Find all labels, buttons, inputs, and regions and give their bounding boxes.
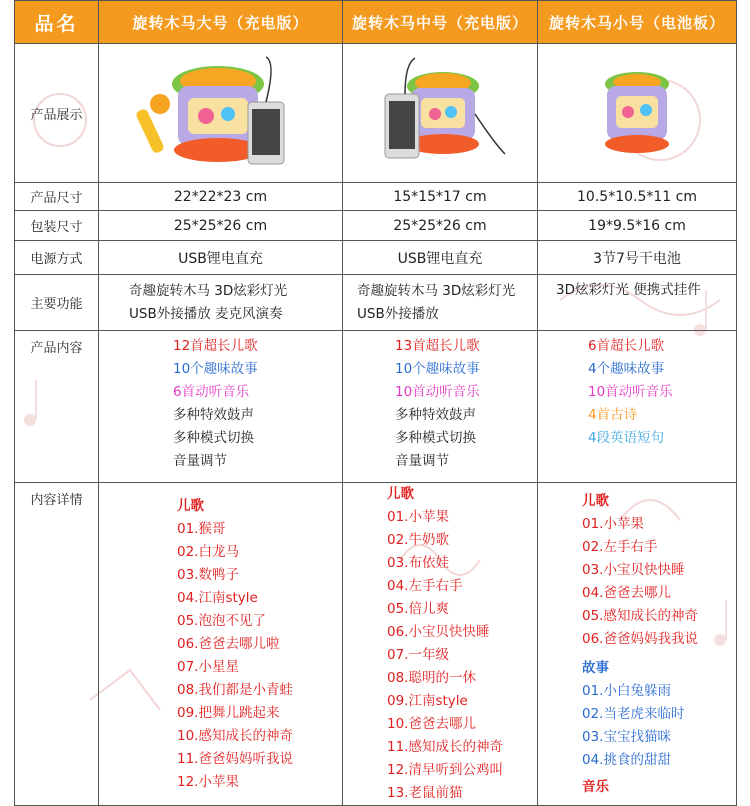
list-item: 03.布依娃	[387, 555, 449, 571]
songs-heading: 儿歌	[387, 486, 414, 502]
content-item: 4首古诗	[588, 407, 638, 423]
row-product-display	[15, 44, 737, 183]
header-large-model: 旋转木马大号（充电版）	[99, 1, 343, 44]
content-item: 12首超长儿歌	[173, 338, 258, 354]
list-item: 04.爸爸去哪儿	[582, 584, 671, 601]
list-item: 05.倍儿爽	[387, 601, 449, 617]
list-item: 01.小白兔躲雨	[582, 682, 671, 699]
carousel-drum-microphone-phone-image	[136, 54, 306, 172]
list-item: 03.宝宝找猫咪	[582, 728, 671, 745]
contents-medium	[343, 331, 538, 483]
list-item: 09.把舞儿跳起来	[177, 704, 280, 721]
size-medium: 15*15*17 cm	[343, 183, 538, 211]
package-medium: 25*25*26 cm	[343, 211, 538, 241]
image-large-model	[99, 44, 343, 183]
list-item: 12.清早听到公鸡叫	[387, 762, 503, 778]
image-medium-model	[343, 44, 538, 183]
image-small-model	[538, 44, 737, 183]
size-large: 22*22*23 cm	[99, 183, 343, 211]
label-product-size: 产品尺寸	[15, 183, 99, 211]
package-small: 19*9.5*16 cm	[538, 211, 737, 241]
size-small: 10.5*10.5*11 cm	[538, 183, 737, 211]
content-item: 10首动听音乐	[588, 384, 673, 400]
label-functions: 主要功能	[15, 275, 99, 331]
songs-heading: 儿歌	[582, 492, 609, 509]
label-power: 电源方式	[15, 241, 99, 275]
list-item: 10.爸爸去哪儿	[387, 716, 476, 732]
contents-small	[538, 331, 737, 483]
list-item: 12.小苹果	[177, 773, 239, 790]
list-item: 02.白龙马	[177, 543, 239, 560]
row-details	[15, 483, 737, 806]
product-comparison-table	[14, 0, 737, 806]
list-item: 08.我们都是小青蛙	[177, 681, 293, 698]
carousel-drum-phone-image	[365, 54, 515, 172]
list-item: 09.江南style	[387, 693, 468, 709]
content-item: 10个趣味故事	[173, 361, 258, 377]
label-contents: 产品内容	[15, 331, 99, 483]
list-item: 03.小宝贝快快睡	[582, 561, 685, 578]
functions-small	[538, 275, 737, 331]
list-item: 13.老鼠前猫	[387, 785, 463, 801]
list-item: 07.小星星	[177, 658, 239, 675]
content-item: 10首动听音乐	[395, 384, 480, 400]
content-item: 13首超长儿歌	[395, 338, 480, 354]
content-item: 多种特效鼓声	[395, 407, 476, 423]
function-line: 3D炫彩灯光 便携式挂件	[556, 282, 701, 298]
list-item: 01.小苹果	[582, 515, 644, 532]
list-item: 01.小苹果	[387, 509, 449, 525]
content-item: 6首动听音乐	[173, 384, 250, 400]
list-item: 06.爸爸妈妈我我说	[582, 630, 698, 647]
list-item: 04.江南style	[177, 589, 258, 606]
list-item: 05.感知成长的神奇	[582, 607, 698, 624]
content-item: 多种特效鼓声	[173, 407, 254, 423]
list-item: 07.一年级	[387, 647, 449, 663]
label-package-size: 包装尺寸	[15, 211, 99, 241]
contents-large	[99, 331, 343, 483]
label-details: 内容详情	[15, 483, 99, 806]
function-line: USB外接播放 麦克风演奏	[129, 305, 283, 322]
content-item: 多种模式切换	[395, 430, 476, 446]
row-functions	[15, 275, 737, 331]
power-large: USB锂电直充	[99, 241, 343, 275]
list-item: 10.感知成长的神奇	[177, 727, 293, 744]
content-item: 音量调节	[173, 453, 227, 469]
header-product-name: 品名	[15, 1, 99, 44]
list-item: 02.左手右手	[582, 538, 658, 555]
list-item: 06.爸爸去哪儿啦	[177, 635, 280, 652]
list-item: 04.左手右手	[387, 578, 463, 594]
row-package-size	[15, 211, 737, 241]
content-item: 多种模式切换	[173, 430, 254, 446]
content-item: 音量调节	[395, 453, 449, 469]
content-item: 10个趣味故事	[395, 361, 480, 377]
functions-medium	[343, 275, 538, 331]
list-item: 11.感知成长的神奇	[387, 739, 503, 755]
functions-large	[99, 275, 343, 331]
label-product-display: 产品展示	[15, 44, 99, 183]
list-item: 01.猴哥	[177, 520, 226, 537]
content-item: 6首超长儿歌	[588, 338, 665, 354]
list-item: 02.牛奶歌	[387, 532, 449, 548]
power-small: 3节7号干电池	[538, 241, 737, 275]
function-line: 奇趣旋转木马 3D炫彩灯光	[129, 282, 288, 299]
details-large	[99, 483, 343, 806]
content-item: 4段英语短句	[588, 430, 665, 446]
songs-heading: 儿歌	[177, 497, 204, 514]
details-medium	[343, 483, 538, 806]
list-item: 03.数鸭子	[177, 566, 239, 583]
list-item: 04.挑食的甜甜	[582, 751, 671, 768]
carousel-drum-small-image	[582, 54, 692, 172]
content-item: 4个趣味故事	[588, 361, 665, 377]
function-line: 奇趣旋转木马 3D炫彩灯光	[357, 282, 516, 299]
header-medium-model: 旋转木马中号（充电版）	[343, 1, 538, 44]
function-line: USB外接播放	[357, 305, 439, 322]
list-item: 05.泡泡不见了	[177, 612, 266, 629]
power-medium: USB锂电直充	[343, 241, 538, 275]
music-heading: 音乐	[582, 778, 609, 795]
row-power	[15, 241, 737, 275]
list-item: 11.爸爸妈妈听我说	[177, 750, 293, 767]
row-product-size	[15, 183, 737, 211]
header-small-model: 旋转木马小号（电池板）	[538, 1, 737, 44]
row-contents	[15, 331, 737, 483]
package-large: 25*25*26 cm	[99, 211, 343, 241]
stories-heading: 故事	[582, 659, 609, 676]
list-item: 06.小宝贝快快睡	[387, 624, 490, 640]
list-item: 08.聪明的一休	[387, 670, 476, 686]
list-item: 02.当老虎来临时	[582, 705, 685, 722]
header-row	[15, 1, 737, 44]
details-small	[538, 483, 737, 806]
